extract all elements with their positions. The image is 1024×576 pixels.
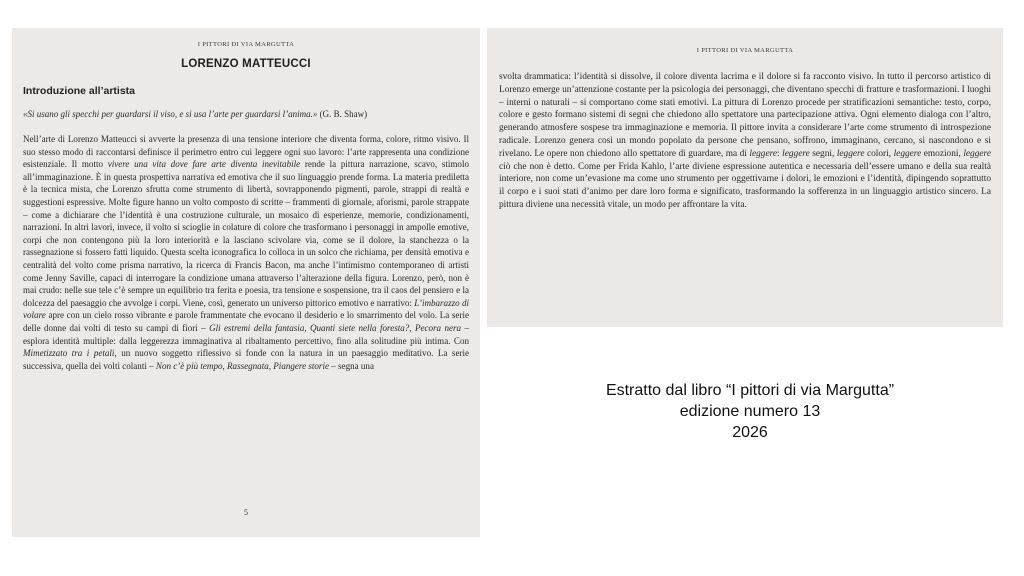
- body-run: ,: [222, 360, 228, 371]
- body-run-italic: Pecora nera: [414, 322, 462, 333]
- body-run: :: [777, 148, 783, 159]
- book-page-left: [12, 28, 480, 537]
- epigraph-attribution: (G. B. Shaw): [317, 109, 368, 119]
- caption-edition: edizione numero 13: [679, 403, 821, 420]
- body-run-italic: Piangere storie: [273, 360, 329, 371]
- body-run: , un nuovo soggetto riflessivo si fonde con la natura in un paesaggio meditativo. La serie successiva, quella dei volti colanti –: [23, 348, 469, 371]
- body-run-italic: Rassegnata: [227, 360, 269, 371]
- body-run: emozioni,: [921, 148, 964, 159]
- running-head: I PITTORI DI VIA MARGUTTA: [696, 47, 794, 54]
- excerpt-caption: [490, 380, 1010, 443]
- caption-year: 2026: [732, 424, 768, 441]
- epigraph-text: «Si usano gli specchi per guardarsi il viso, e si usa l’arte per guardarsi l’anima.»: [23, 109, 318, 119]
- body-run: – segna una: [328, 360, 374, 371]
- running-head: I PITTORI DI VIA MARGUTTA: [197, 41, 295, 48]
- section-title: Introduzione all’artista: [23, 85, 136, 97]
- body-run: ,: [304, 322, 310, 333]
- body-run: Nell’arte di Lorenzo Matteucci si avverte la presenza di una tensione interiore che diventa forma, colore, ritmo visivo. Il suo stesso modo di raccontarsi definisce il perimetro entro cui leggere ogni suo lavoro: l’arte rappresenta una condizione esistenziale. Il motto: [23, 134, 469, 170]
- author-name: LORENZO MATTEUCCI: [181, 58, 311, 70]
- body-run: – esplora identità multiple: dalla leggerezza immaginativa al ribaltamento percettivo, fino alla solitudine più intima. Con: [23, 322, 469, 346]
- book-page-right: [487, 28, 1003, 327]
- body-run-italic: leggere: [749, 148, 778, 159]
- body-run: svolta drammatica: l’identità si dissolve, il colore diventa lacrima e il dolore si fa racconto visivo. In tutto il percorso artistico di Lorenzo emerge un’attenzione costante per la psicologia dei personaggi, che diventano specchi di fratture e trasformazioni. I luoghi – interni o naturali – si comportano come stati emotivi. La pittura di Lorenzo procede per stratificazioni semantiche: testo, corpo, colore e gesto formano sistemi di segni che chiedono allo spettatore una partecipazione attiva. Ogni elemento dialoga con l’altro, generando atmosfere sospese tra immaginazione e memoria. Il pittore invita a considerare l’arte come strumento di introspezione radicale. Lorenzo genera così un mondo popolato da persone che pensano, soffrono, immaginano, cercano, si nascondono e si rivelano. Le opere non chiedono allo spettatore di guardare, ma di: [499, 72, 992, 159]
- body-run: ,: [268, 360, 274, 371]
- body-run-italic: Non c’è più tempo: [155, 360, 223, 371]
- body-run-italic: leggere: [963, 148, 991, 159]
- body-run-italic: leggere: [893, 148, 922, 159]
- body-run: rende la pittura narrazione, scavo, stimolo all’immaginazione. È in questa prospettiva narrativa ed emotiva che il suo linguaggio prende forma. La materia prediletta è la tecnica mista, che Lorenzo sfrutta come strumento di libertà, sovrapponendo pigmenti, parole, strappi di realtà e suggestioni espressive. Molte figure hanno un volto composto di scritte – frammenti di giornale, aforismi, parole strappate – come a dichiarare che l’identità è una costruzione culturale, un mosaico di esperienze, memorie, condizionamenti, narrazioni. In altri lavori, invece, il volto si scioglie in colature di colore che trasformano i personaggi in ampolle emotive, corpi che non contengono più la loro interiorità e la lasciano scivolare via, come se il dolore, la stanchezza o la rassegnazione si fossero fatti liquido. Questa scelta iconografica lo colloca in un solco che richiama, per densità emotiva e centralità del volto come prisma narrativo, la ricerca di Francis Bacon, ma anche l’intimismo contemporaneo di artisti come Jenny Saville, capaci di interrogare la condizione umana attraverso l’alterazione della figura. Lorenzo, però, non è mai crudo: nelle sue tele c’è sempre un equilibrio tra ferita e poesia, tra tensione e sospensione, tra il caos del pensiero e la dolcezza del paesaggio che avvolge i corpi. Viene, così, generato un universo pittorico emotivo e narrativo:: [23, 159, 469, 308]
- body-run: apre con un cielo rosso vibrante e parole frammentate che evocano il desiderio e lo smarrimento del volo. La serie delle donne dai volti di testo su campi di fiori –: [23, 310, 469, 333]
- body-run: segni,: [809, 148, 837, 159]
- body-run-italic: Quanti siete nella foresta?: [310, 322, 410, 333]
- body-run: ,: [409, 322, 415, 333]
- body-run-italic: L’imbarazzo di volare: [23, 297, 469, 321]
- body-run-italic: leggere: [836, 148, 865, 159]
- body-run-italic: Gli estremi della fantasia: [209, 322, 305, 333]
- body-run-italic: leggere: [782, 148, 810, 159]
- body-run-italic: Mimetizzato tra i petali: [23, 348, 115, 359]
- page-number: 5: [244, 508, 248, 517]
- caption-source: Estratto dal libro “I pittori di via Margutta”: [605, 382, 895, 399]
- body-run: colori,: [864, 148, 894, 159]
- body-paragraph: [499, 71, 991, 212]
- body-paragraph: [23, 133, 469, 372]
- epigraph: [23, 108, 469, 120]
- body-run: ciò che non è detto. Come per Frida Kahlo, l’arte diviene espressione autentica e necessaria dell’essere umano e della sua realtà interiore, non come un’evasione ma come uno strumento per oggettivarne i dolori, le emozioni e l’identità, dipingendo soprattutto il corpo e i suoi stati d’animo per dare loro forma e significato, trasformando la sofferenza in un linguaggio artistico sincero. La pittura diviene una necessità vitale, un modo per affrontare la vita.: [499, 161, 991, 210]
- body-run-italic: vivere una vita dove fare arte diventa inevitabile: [107, 159, 301, 170]
